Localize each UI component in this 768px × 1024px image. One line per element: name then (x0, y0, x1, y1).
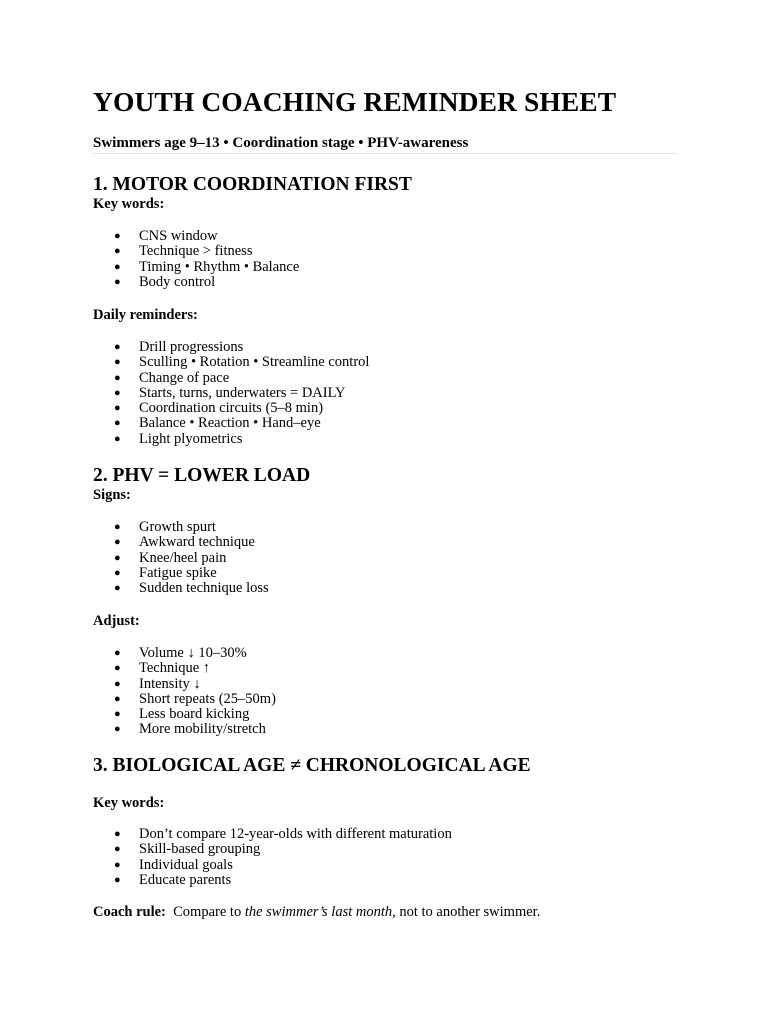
coach-rule-emphasis: the swimmer’s last month (244, 904, 393, 920)
list-item: ● Skill-based grouping (114, 841, 261, 858)
list-item: ● Don’t compare 12-year-olds with different maturation (114, 826, 452, 842)
section1-daily-label: Daily reminders: (93, 307, 198, 323)
coach-rule-prefix: Compare to (173, 904, 245, 920)
list-item: ● Fatigue spike (114, 564, 217, 581)
list-item: ● Sudden technique loss (114, 580, 269, 597)
list-item: ● Starts, turns, underwaters = DAILY (114, 384, 346, 401)
list-item: ● Intensity ↓ (114, 675, 201, 692)
list-item: ● Balance • Reaction • Hand–eye (114, 415, 321, 432)
section1-keywords-list (93, 229, 299, 290)
list-item: ● Volume ↓ 10–30% (114, 645, 247, 661)
section1-heading: 1. MOTOR COORDINATION FIRST (93, 174, 412, 195)
list-item: ● Drill progressions (114, 339, 244, 355)
list-item: ● CNS window (114, 228, 218, 244)
list-item: ● Less board kicking (114, 706, 250, 723)
list-item: ● Growth spurt (114, 519, 216, 535)
page-subtitle: Swimmers age 9–13 • Coordination stage • PHV-awareness (93, 135, 678, 154)
list-item: ● Coordination circuits (5–8 min) (114, 400, 324, 417)
list-item: ● Body control (114, 273, 216, 290)
coach-rule (93, 904, 540, 921)
coach-rule-suffix: , not to another swimmer. (392, 904, 541, 920)
section3-keywords-label: Key words: (93, 795, 165, 811)
list-item: ● Knee/heel pain (114, 549, 227, 566)
section2-heading: 2. PHV = LOWER LOAD (93, 465, 311, 486)
section3-keywords-list (93, 827, 452, 888)
list-item: ● Short repeats (25–50m) (114, 690, 276, 707)
list-item: ● Technique > fitness (114, 243, 253, 260)
coach-rule-label: Coach rule: (93, 904, 166, 920)
page-title: YOUTH COACHING REMINDER SHEET (93, 86, 617, 117)
section1-keywords-label: Key words: (93, 196, 165, 212)
list-item: ● Timing • Rhythm • Balance (114, 258, 300, 275)
section2-signs-list (93, 520, 269, 596)
list-item: ● Sculling • Rotation • Streamline control (114, 354, 370, 371)
section2-adjust-label: Adjust: (93, 613, 140, 629)
list-item: ● Change of pace (114, 369, 230, 386)
list-item: ● Technique ↑ (114, 660, 211, 677)
list-item: ● Awkward technique (114, 534, 255, 551)
section2-adjust-list (93, 646, 276, 738)
section2-signs-label: Signs: (93, 487, 131, 503)
list-item: ● Light plyometrics (114, 430, 243, 447)
list-item: ● More mobility/stretch (114, 721, 266, 738)
list-item: ● Individual goals (114, 856, 233, 873)
section3-heading: 3. BIOLOGICAL AGE ≠ CHRONOLOGICAL AGE (93, 755, 531, 776)
section1-daily-list (93, 340, 369, 447)
list-item: ● Educate parents (114, 871, 232, 888)
